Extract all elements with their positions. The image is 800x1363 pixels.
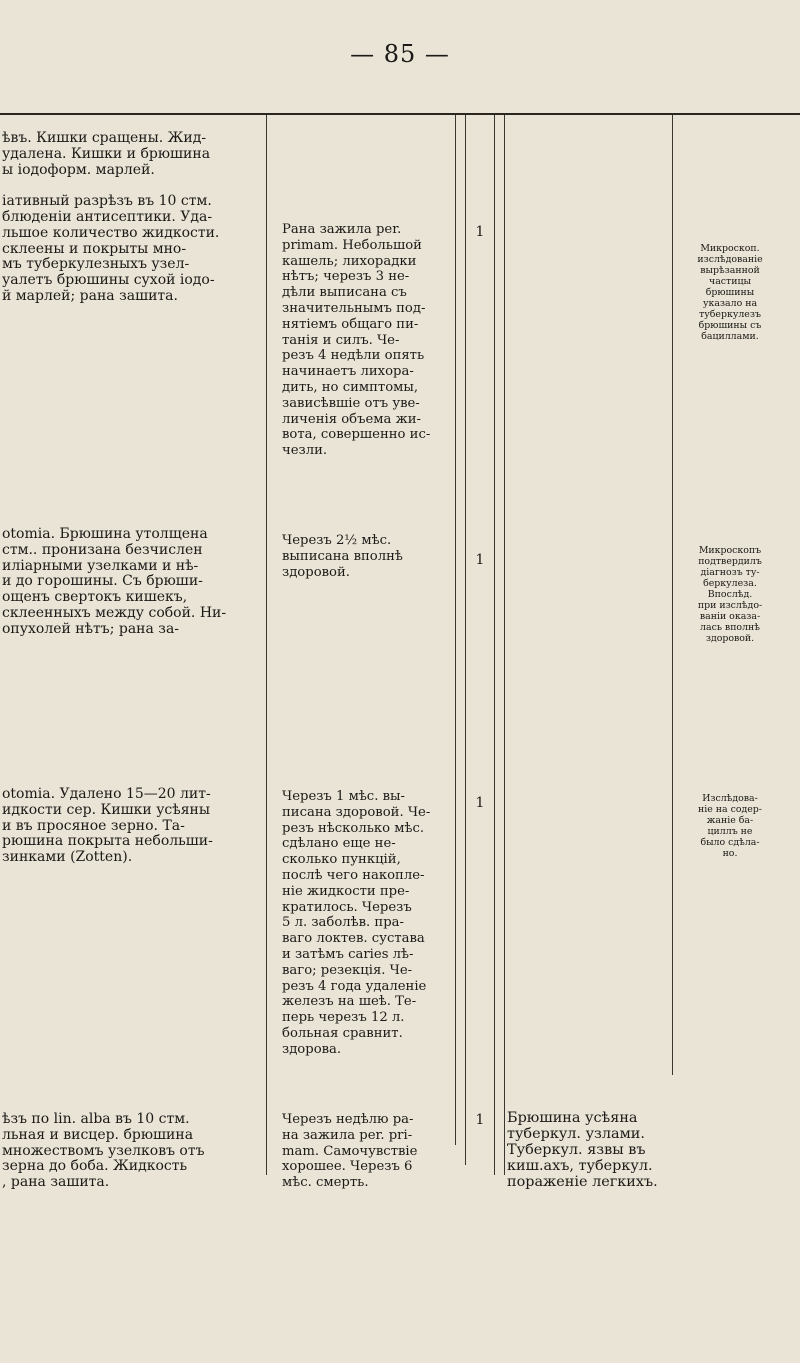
remarks-cell: Изслѣдова- ніе на содер- жаніе ба- циллъ не было сдѣла- но. bbox=[698, 793, 762, 859]
column-divider bbox=[465, 115, 466, 1165]
operation-cell: ѣзъ по lin. alba въ 10 стм. льная и висцер. брюшина множествомъ узелковъ отъ зерна до боба. Жидкость , рана зашита. bbox=[2, 1112, 205, 1191]
count-cell: 1 bbox=[475, 795, 485, 811]
page-number: — 85 — bbox=[350, 40, 450, 68]
column-divider bbox=[504, 115, 505, 1175]
column-divider bbox=[672, 115, 673, 1075]
remarks-cell: Микроскопъ подтвердилъ діагнозъ ту- беркулеза. Впослѣд. при изслѣдо- ваніи оказа- лась вполнѣ здоровой. bbox=[697, 545, 763, 644]
count-cell: 1 bbox=[475, 224, 485, 240]
table-top-rule bbox=[0, 113, 800, 115]
count-cell: 1 bbox=[475, 552, 485, 568]
column-divider bbox=[266, 115, 267, 1175]
column-divider bbox=[455, 115, 456, 1145]
course-cell: Рана зажила per. primam. Небольшой кашель; лихорадки нѣтъ; черезъ 3 не- дѣли выписана съ значительнымъ под- нятіемъ общаго пи- танія и силъ. Че- резъ 4 недѣли опять начинаетъ лихора- дить, но симптомы, зависѣвшіе отъ уве- личенія объема жи- вота, совершенно ис- чезли. bbox=[282, 222, 431, 459]
remarks-cell: Брюшина усѣяна туберкул. узлами. Туберкул. язвы въ киш.ахъ, туберкул. пораженіе легкихъ. bbox=[507, 1110, 658, 1190]
operation-cell: otomia. Удалено 15—20 лит- идкости сер. Кишки усѣяны и въ просяное зерно. Та- рюшина покрыта небольши- зинками (Zotten). bbox=[2, 787, 213, 866]
course-cell: Черезъ 2½ мѣс. выписана вполнѣ здоровой. bbox=[282, 533, 403, 580]
course-cell: Черезъ недѣлю ра- на зажила per. pri- mam. Самочувствіе хорошее. Черезъ 6 мѣс. смерть. bbox=[282, 1112, 418, 1191]
column-divider bbox=[494, 115, 495, 1175]
operation-cell: ѣвъ. Кишки сращены. Жид- удалена. Кишки и брюшина ы іодоформ. марлей. іативный разрѣзъ въ 10 стм. блюденіи антисептики. Уда- льшое количество жидкости. склеены и покрыты мно- мъ туберкулезныхъ узел- уалетъ брюшины сухой іодо- й марлей; рана зашита. bbox=[2, 131, 220, 304]
remarks-cell: Микроскоп. изслѣдованіе вырѣзанной частицы брюшины указало на туберкулезъ брюшины съ бациллами. bbox=[697, 243, 763, 342]
course-cell: Черезъ 1 мѣс. вы- писана здоровой. Че- резъ нѣсколько мѣс. сдѣлано еще не- сколько пункцій, послѣ чего накопле- ніе жидкости пре- кратилось. Черезъ 5 л. заболѣв. пра- ваго локтев. сустава и затѣмъ caries лѣ- ваго; резекція. Че- резъ 4 года удаленіе железъ на шеѣ. Те- перь черезъ 12 л. больная сравнит. здорова. bbox=[282, 789, 431, 1057]
operation-cell: otomia. Брюшина утолщена стм.. пронизана безчислен иліарными узелками и нѣ- и до горошины. Съ брюши- ощенъ свертокъ кишекъ, склеенныхъ между собой. Ни- опухолей нѣтъ; рана за- bbox=[2, 527, 227, 637]
count-cell: 1 bbox=[475, 1112, 485, 1128]
